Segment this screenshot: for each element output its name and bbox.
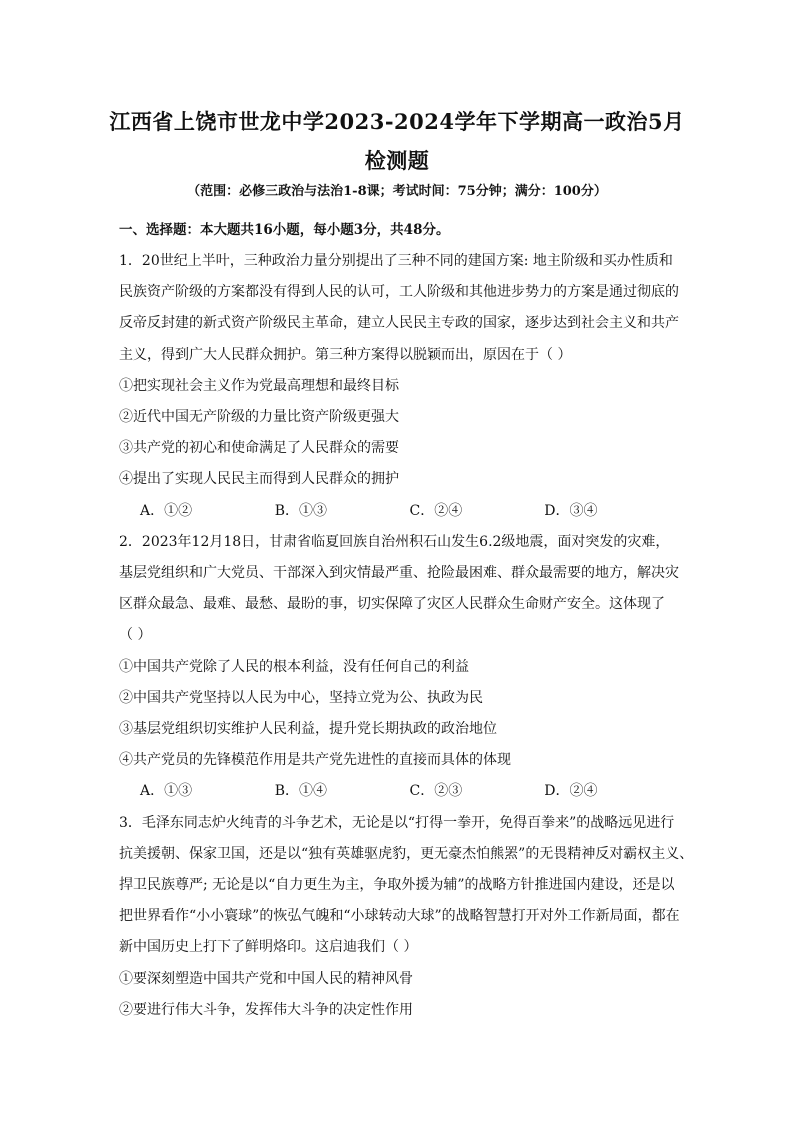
option-a: A．①② <box>140 502 193 519</box>
statement-item: ①把实现社会主义作为党最高理想和最终目标 <box>119 377 399 394</box>
question-1 <box>119 246 679 527</box>
question-stem-line: 反帝反封建的新式资产阶级民主革命，建立人民民主专政的国家，逐步达到社会主义和共产 <box>119 315 679 332</box>
statement-item: ②中国共产党坚持以人民为中心，坚持立党为公、执政为民 <box>119 689 483 706</box>
option-d: D．③④ <box>544 502 598 519</box>
statement-item: ②近代中国无产阶级的力量比资产阶级更强大 <box>119 409 399 426</box>
question-stem-line: 主义，得到广大人民群众拥护。第三种方案得以脱颖而出，原因在于（ ） <box>119 346 572 363</box>
section-heading: 一、选择题：本大题共16小题，每小题3分，共48分。 <box>119 222 450 238</box>
question-stem-line: 抗美援朝、保家卫国，还是以“独有英雄驱虎豹，更无豪杰怕熊罴”的无畏精神反对霸权主义、 <box>119 845 694 862</box>
question-2 <box>119 527 679 808</box>
question-stem-line: 2．2023年12月18日，甘肃省临夏回族自治州积石山发生6.2级地震，面对突发的灾难， <box>119 533 670 550</box>
option-b: B．①④ <box>274 783 328 800</box>
statement-item: ④提出了实现人民民主而得到人民群众的拥护 <box>119 471 399 488</box>
statement-item: ①要深刻塑造中国共产党和中国人民的精神风骨 <box>119 970 413 987</box>
statement-item: ④共产党员的先锋模范作用是共产党先进性的直接而具体的体现 <box>119 752 511 769</box>
question-stem-line: 3．毛泽东同志炉火纯青的斗争艺术，无论是以“打得一拳开，免得百拳来”的战略远见进行 <box>119 814 675 831</box>
option-a: A．①③ <box>140 783 193 800</box>
statement-item: ③共产党的初心和使命满足了人民群众的需要 <box>119 440 399 457</box>
statement-item: ③基层党组织切实维护人民利益，提升党长期执政的政治地位 <box>119 721 497 738</box>
question-stem-line: 捍卫民族尊严; 无论是以“自力更生为主，争取外援为辅”的战略方针推进国内建设，还是以 <box>119 877 675 894</box>
question-stem-line: （ ） <box>119 627 152 644</box>
option-c: C．②③ <box>409 783 463 800</box>
question-stem-line: 1．20世纪上半叶，三种政治力量分别提出了三种不同的建国方案: 地主阶级和买办性质和 <box>119 253 673 269</box>
exam-subtitle: （范围：必修三政治与法治1-8课；考试时间：75分钟；满分：100分） <box>187 184 607 199</box>
question-stem-line: 区群众最急、最难、最愁、最盼的事，切实保障了灾区人民群众生命财产安全。这体现了 <box>119 596 665 613</box>
exam-content <box>119 220 694 1026</box>
answer-options <box>119 496 679 527</box>
exam-title-line2: 检测题 <box>364 148 430 173</box>
question-3 <box>119 808 694 1026</box>
question-stem-line: 新中国历史上打下了鲜明烙印。这启迪我们（ ） <box>119 939 418 956</box>
question-stem-line: 民族资产阶级的方案都没有得到人民的认可，工人阶级和其他进步势力的方案是通过彻底的 <box>119 284 679 301</box>
option-c: C．②④ <box>409 502 463 519</box>
option-b: B．①③ <box>274 502 328 519</box>
question-stem-line: 把世界看作“小小寰球”的恢弘气魄和“小球转动大球”的战略智慧打开对外工作新局面，都在 <box>119 908 680 925</box>
statement-item: ①中国共产党除了人民的根本利益，没有任何自己的利益 <box>119 658 469 675</box>
question-stem-line: 基层党组织和广大党员、干部深入到灾情最严重、抢险最困难、群众最需要的地方，解决灾 <box>119 565 679 582</box>
exam-title-line1: 江西省上饶市世龙中学2023-2024学年下学期高一政治5月 <box>109 109 685 134</box>
option-d: D．②④ <box>544 783 598 800</box>
statement-item: ②要进行伟大斗争，发挥伟大斗争的决定性作用 <box>119 1001 413 1018</box>
answer-options <box>119 776 679 807</box>
